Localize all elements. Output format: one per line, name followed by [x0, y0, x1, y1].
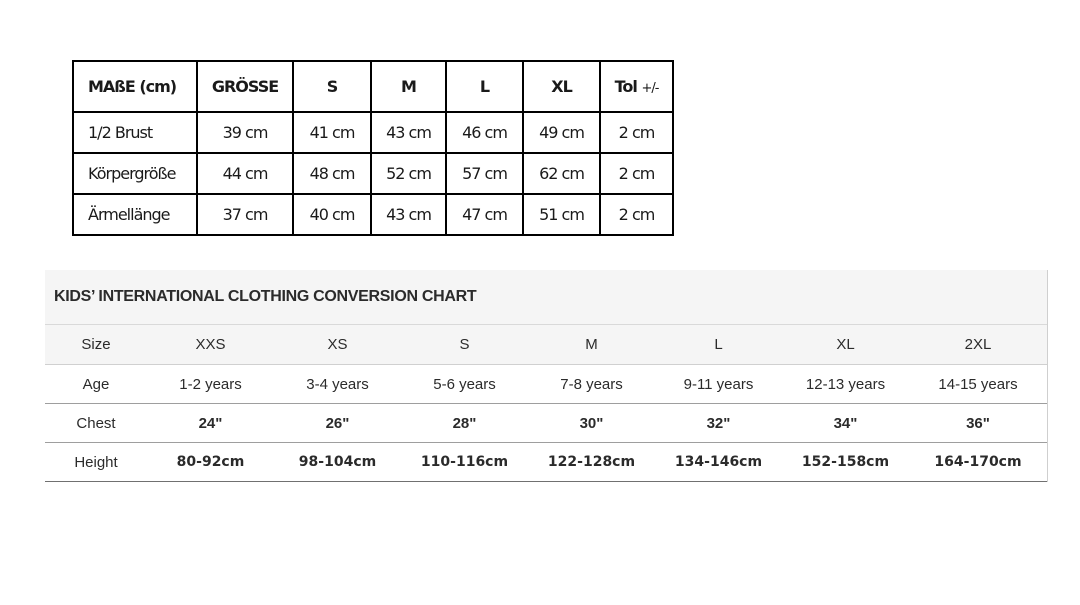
de-row-brust [73, 112, 673, 153]
kids-cell: 134-146cm [655, 443, 782, 482]
de-header-m: M [371, 61, 446, 112]
kids-row-label: Height [45, 443, 147, 482]
kids-cell: 1-2 years [147, 365, 274, 404]
kids-row-label: Age [45, 365, 147, 404]
de-header-masse: MAßE (cm) [73, 61, 197, 112]
de-header-tol-label: Tol [614, 77, 637, 96]
kids-cell: 26" [274, 404, 401, 443]
kids-cell: 28" [401, 404, 528, 443]
german-size-table [72, 60, 674, 236]
de-header-s: S [293, 61, 371, 112]
de-cell: 37 cm [197, 194, 293, 235]
de-cell: 57 cm [446, 153, 523, 194]
de-cell: 2 cm [600, 153, 673, 194]
kids-conversion-chart [45, 270, 1048, 482]
de-cell: 44 cm [197, 153, 293, 194]
de-cell: 46 cm [446, 112, 523, 153]
kids-cell: XXS [147, 325, 274, 365]
de-header-row [73, 61, 673, 112]
kids-cell: XL [782, 325, 909, 365]
de-cell: 48 cm [293, 153, 371, 194]
kids-row-chest [45, 404, 1047, 443]
de-cell: 40 cm [293, 194, 371, 235]
kids-row-height [45, 443, 1047, 482]
de-cell: 52 cm [371, 153, 446, 194]
de-header-tol [600, 61, 673, 112]
de-cell: 62 cm [523, 153, 600, 194]
de-cell: 39 cm [197, 112, 293, 153]
kids-cell: 36" [909, 404, 1047, 443]
kids-cell: 3-4 years [274, 365, 401, 404]
kids-row-size [45, 325, 1047, 365]
kids-cell: 110-116cm [401, 443, 528, 482]
de-header-xl: XL [523, 61, 600, 112]
kids-cell: 122-128cm [528, 443, 655, 482]
de-row-label: Körpergröße [73, 153, 197, 194]
kids-cell: M [528, 325, 655, 365]
kids-cell: 32" [655, 404, 782, 443]
kids-row-label: Chest [45, 404, 147, 443]
kids-cell: 34" [782, 404, 909, 443]
kids-row-label: Size [45, 325, 147, 365]
de-header-groesse: GRÖSSE [197, 61, 293, 112]
kids-chart-title: KIDS’ INTERNATIONAL CLOTHING CONVERSION CHART [45, 270, 1047, 325]
de-row-label: 1/2 Brust [73, 112, 197, 153]
kids-cell: XS [274, 325, 401, 365]
de-header-l: L [446, 61, 523, 112]
de-row-label: Ärmellänge [73, 194, 197, 235]
kids-cell: 14-15 years [909, 365, 1047, 404]
kids-cell: 80-92cm [147, 443, 274, 482]
kids-cell: 2XL [909, 325, 1047, 365]
de-cell: 43 cm [371, 112, 446, 153]
kids-cell: 24" [147, 404, 274, 443]
kids-cell: L [655, 325, 782, 365]
de-cell: 49 cm [523, 112, 600, 153]
kids-conversion-table [45, 325, 1047, 482]
de-cell: 47 cm [446, 194, 523, 235]
kids-cell: 12-13 years [782, 365, 909, 404]
de-cell: 43 cm [371, 194, 446, 235]
kids-cell: S [401, 325, 528, 365]
kids-cell: 164-170cm [909, 443, 1047, 482]
de-row-aermellaenge [73, 194, 673, 235]
kids-cell: 5-6 years [401, 365, 528, 404]
kids-cell: 9-11 years [655, 365, 782, 404]
kids-cell: 98-104cm [274, 443, 401, 482]
kids-cell: 30" [528, 404, 655, 443]
de-cell: 41 cm [293, 112, 371, 153]
kids-row-age [45, 365, 1047, 404]
de-cell: 51 cm [523, 194, 600, 235]
de-row-koerpergroesse [73, 153, 673, 194]
kids-cell: 152-158cm [782, 443, 909, 482]
de-cell: 2 cm [600, 194, 673, 235]
kids-cell: 7-8 years [528, 365, 655, 404]
de-cell: 2 cm [600, 112, 673, 153]
de-header-tol-suffix: +/- [641, 81, 659, 96]
